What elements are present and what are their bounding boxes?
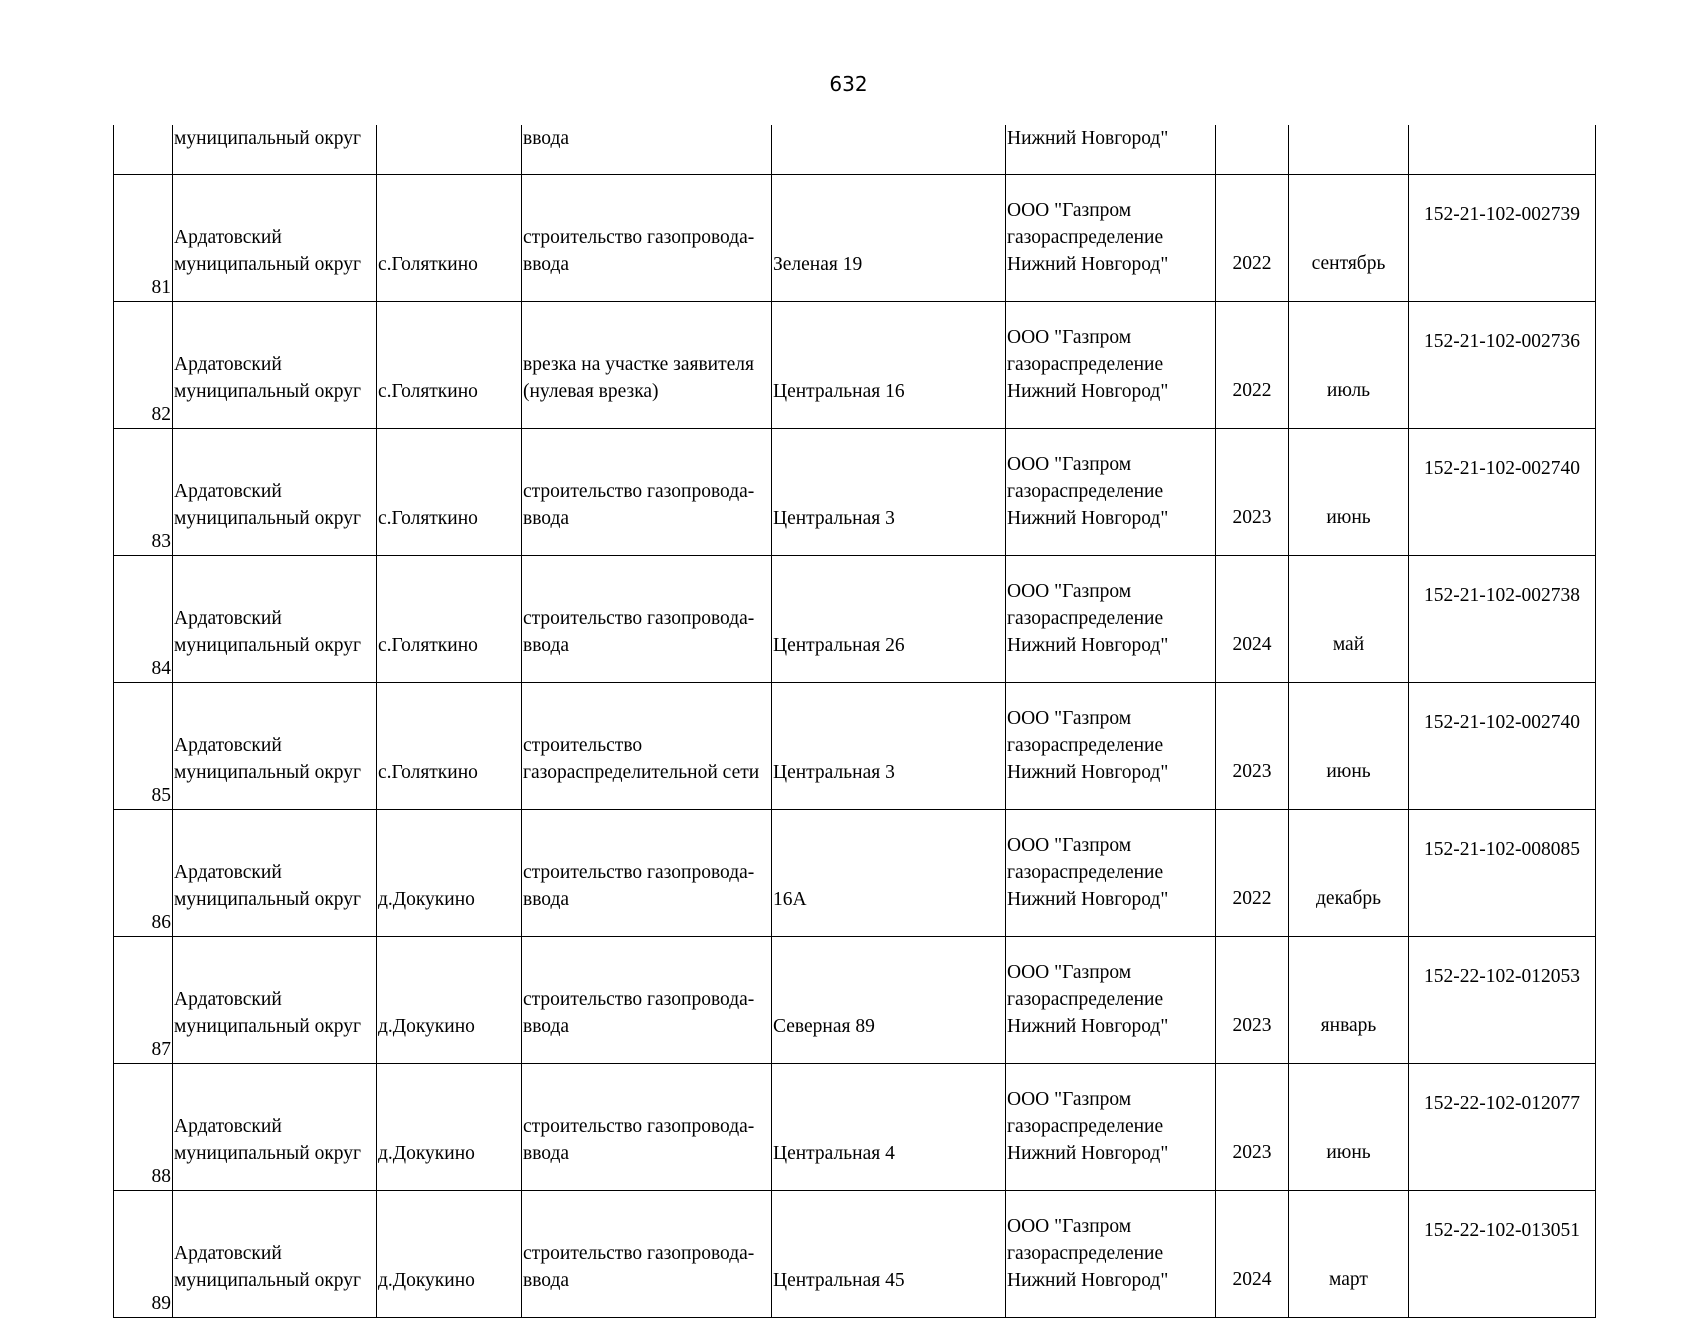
cell-year: 2022 — [1216, 175, 1289, 302]
cell-address — [772, 125, 1006, 175]
cell-settlement: с.Голяткино — [377, 429, 522, 556]
cell-num: 89 — [114, 1191, 173, 1318]
cell-year: 2023 — [1216, 1064, 1289, 1191]
cell-month: май — [1289, 556, 1409, 683]
cell-num: 83 — [114, 429, 173, 556]
table-row-continued — [114, 125, 1596, 175]
cell-work-type: строительство газопровода- ввода — [522, 937, 772, 1064]
cell-code — [1409, 125, 1596, 175]
cell-code: 152-22-102-012053 — [1409, 937, 1596, 1064]
cell-district: Ардатовский муниципальный округ — [173, 175, 377, 302]
cell-num: 85 — [114, 683, 173, 810]
cell-year: 2022 — [1216, 810, 1289, 937]
cell-settlement — [377, 125, 522, 175]
cell-organization: ООО "Газпром газораспределение Нижний Новгород" — [1006, 429, 1216, 556]
cell-address: Зеленая 19 — [772, 175, 1006, 302]
cell-month: март — [1289, 1191, 1409, 1318]
cell-settlement: с.Голяткино — [377, 683, 522, 810]
cell-num: 86 — [114, 810, 173, 937]
cell-organization: ООО "Газпром газораспределение Нижний Новгород" — [1006, 683, 1216, 810]
cell-settlement: д.Докукино — [377, 1191, 522, 1318]
cell-code: 152-21-102-002736 — [1409, 302, 1596, 429]
cell-year: 2023 — [1216, 937, 1289, 1064]
cell-address: Центральная 3 — [772, 429, 1006, 556]
cell-settlement: с.Голяткино — [377, 175, 522, 302]
cell-organization: ООО "Газпром газораспределение Нижний Новгород" — [1006, 556, 1216, 683]
cell-code: 152-21-102-002738 — [1409, 556, 1596, 683]
table-row — [114, 302, 1596, 429]
cell-year: 2024 — [1216, 1191, 1289, 1318]
cell-work-type: строительство газопровода- ввода — [522, 810, 772, 937]
cell-address: Центральная 45 — [772, 1191, 1006, 1318]
cell-month: январь — [1289, 937, 1409, 1064]
cell-organization: ООО "Газпром газораспределение Нижний Новгород" — [1006, 302, 1216, 429]
cell-district: Ардатовский муниципальный округ — [173, 683, 377, 810]
cell-month: июнь — [1289, 1064, 1409, 1191]
table-row — [114, 1064, 1596, 1191]
cell-settlement: д.Докукино — [377, 937, 522, 1064]
table-row — [114, 1191, 1596, 1318]
cell-district: муниципальный округ — [173, 125, 377, 175]
cell-work-type: врезка на участке заявителя (нулевая врезка) — [522, 302, 772, 429]
cell-organization: ООО "Газпром газораспределение Нижний Новгород" — [1006, 1191, 1216, 1318]
cell-month: сентябрь — [1289, 175, 1409, 302]
cell-work-type: строительство газораспределительной сети — [522, 683, 772, 810]
gas-connection-table — [113, 125, 1596, 1318]
cell-month: декабрь — [1289, 810, 1409, 937]
cell-work-type: строительство газопровода- ввода — [522, 175, 772, 302]
cell-month: июль — [1289, 302, 1409, 429]
table-row — [114, 683, 1596, 810]
cell-num: 84 — [114, 556, 173, 683]
cell-year: 2022 — [1216, 302, 1289, 429]
table-row — [114, 175, 1596, 302]
cell-organization: Нижний Новгород" — [1006, 125, 1216, 175]
cell-work-type: строительство газопровода- ввода — [522, 1064, 772, 1191]
cell-code: 152-21-102-002740 — [1409, 429, 1596, 556]
cell-num: 88 — [114, 1064, 173, 1191]
page-number: 632 — [829, 72, 868, 96]
cell-address: 16А — [772, 810, 1006, 937]
cell-num: 87 — [114, 937, 173, 1064]
cell-address: Центральная 3 — [772, 683, 1006, 810]
cell-year — [1216, 125, 1289, 175]
cell-address: Центральная 16 — [772, 302, 1006, 429]
table-row — [114, 937, 1596, 1064]
cell-year: 2023 — [1216, 429, 1289, 556]
cell-code: 152-22-102-013051 — [1409, 1191, 1596, 1318]
cell-month — [1289, 125, 1409, 175]
table-row — [114, 810, 1596, 937]
cell-district: Ардатовский муниципальный округ — [173, 429, 377, 556]
cell-code: 152-21-102-008085 — [1409, 810, 1596, 937]
cell-year: 2024 — [1216, 556, 1289, 683]
cell-work-type: строительство газопровода- ввода — [522, 429, 772, 556]
cell-work-type: строительство газопровода- ввода — [522, 556, 772, 683]
cell-address: Центральная 4 — [772, 1064, 1006, 1191]
table-row — [114, 429, 1596, 556]
cell-district: Ардатовский муниципальный округ — [173, 556, 377, 683]
cell-address: Северная 89 — [772, 937, 1006, 1064]
cell-code: 152-21-102-002740 — [1409, 683, 1596, 810]
cell-organization: ООО "Газпром газораспределение Нижний Новгород" — [1006, 937, 1216, 1064]
cell-organization: ООО "Газпром газораспределение Нижний Новгород" — [1006, 810, 1216, 937]
cell-work-type: ввода — [522, 125, 772, 175]
cell-num: 81 — [114, 175, 173, 302]
table-row — [114, 556, 1596, 683]
cell-month: июнь — [1289, 683, 1409, 810]
cell-organization: ООО "Газпром газораспределение Нижний Новгород" — [1006, 1064, 1216, 1191]
cell-district: Ардатовский муниципальный округ — [173, 1064, 377, 1191]
cell-organization: ООО "Газпром газораспределение Нижний Новгород" — [1006, 175, 1216, 302]
cell-district: Ардатовский муниципальный округ — [173, 1191, 377, 1318]
cell-district: Ардатовский муниципальный округ — [173, 937, 377, 1064]
cell-settlement: с.Голяткино — [377, 302, 522, 429]
cell-month: июнь — [1289, 429, 1409, 556]
cell-district: Ардатовский муниципальный округ — [173, 810, 377, 937]
cell-settlement: д.Докукино — [377, 1064, 522, 1191]
cell-num: 82 — [114, 302, 173, 429]
cell-settlement: с.Голяткино — [377, 556, 522, 683]
cell-work-type: строительство газопровода- ввода — [522, 1191, 772, 1318]
cell-code: 152-22-102-012077 — [1409, 1064, 1596, 1191]
cell-year: 2023 — [1216, 683, 1289, 810]
cell-address: Центральная 26 — [772, 556, 1006, 683]
cell-num — [114, 125, 173, 175]
cell-district: Ардатовский муниципальный округ — [173, 302, 377, 429]
cell-settlement: д.Докукино — [377, 810, 522, 937]
cell-code: 152-21-102-002739 — [1409, 175, 1596, 302]
